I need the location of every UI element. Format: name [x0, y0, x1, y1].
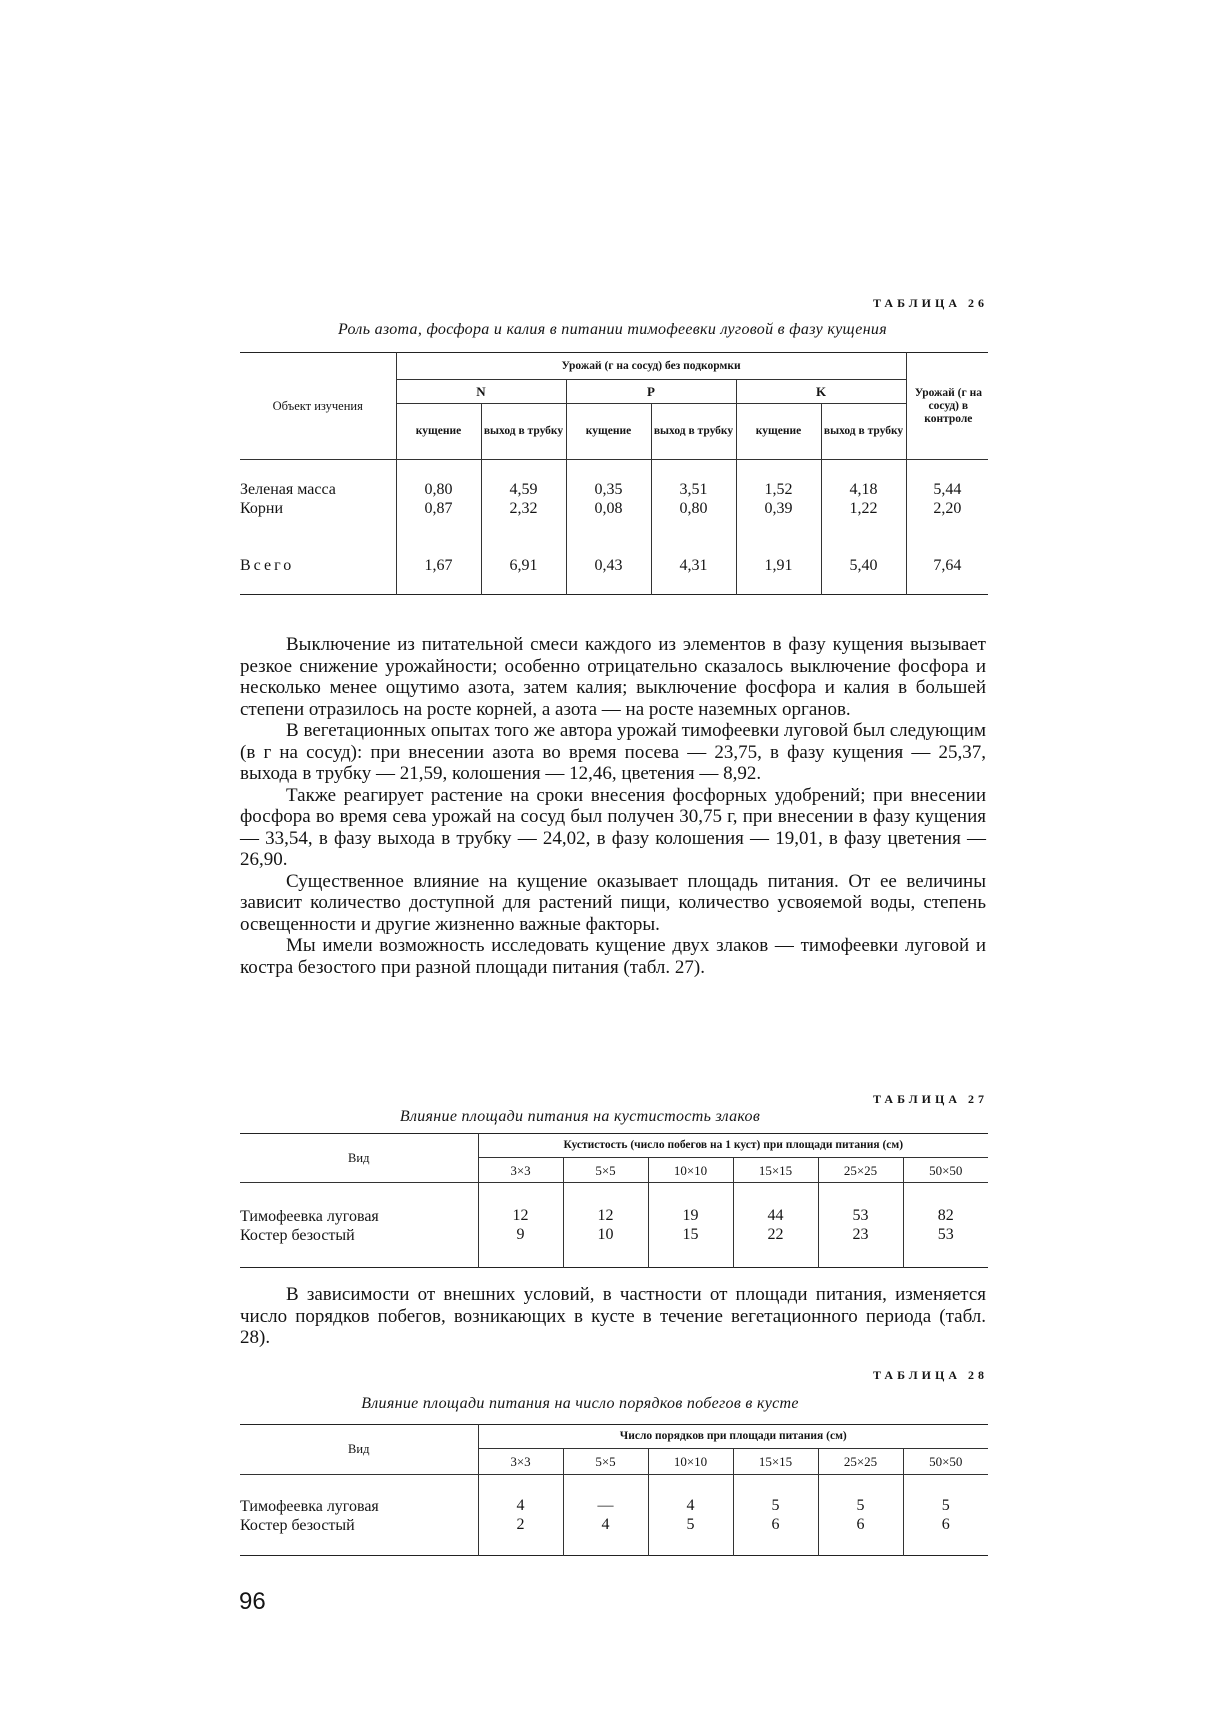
row-label-green-mass: Зеленая масса	[240, 481, 336, 498]
sub-header-booting: выход в трубку	[651, 404, 736, 460]
row-label-timothy: Тимофеевка луговая	[240, 1208, 379, 1225]
area-header: 15×15	[733, 1449, 818, 1475]
value-cell: 5	[941, 1497, 950, 1514]
element-k-header: K	[736, 380, 906, 404]
table-26-caption: Роль азота, фосфора и калия в питании тимофеевки луговой в фазу кущения	[338, 321, 887, 338]
body-text-2	[240, 1284, 986, 1349]
table-27	[240, 1133, 988, 1268]
value-cell: 4	[516, 1497, 525, 1514]
element-n-header: N	[396, 380, 566, 404]
cell-pair	[903, 1183, 988, 1268]
value-cell: 53	[937, 1226, 954, 1243]
paragraph: Также реагирует растение на сроки внесения фосфорных удобрений; при внесении фосфора во время сева урожай на сосуд был получен 30,75 г, при внесении в фазу кущения — 33,54, в фазу выхода в трубку — 24,02, в фазу колошения — 19,01, в фазу цветения — 26,90.	[240, 784, 986, 870]
control-header: Урожай (г на сосуд) в контроле	[906, 353, 988, 460]
cell-pair	[648, 1183, 733, 1268]
cell-pair	[818, 1475, 903, 1556]
cell-pair	[818, 1183, 903, 1268]
row-label-total: Всего	[240, 538, 396, 594]
area-header: 3×3	[478, 1158, 563, 1183]
page-number: 96	[239, 1588, 266, 1615]
total-cell: 1,67	[396, 538, 481, 594]
value-cell: 4	[601, 1516, 610, 1533]
value-cell: 2,20	[933, 500, 962, 517]
cell-pair	[651, 460, 736, 539]
cell-pair	[478, 1183, 563, 1268]
area-header: 5×5	[563, 1158, 648, 1183]
object-header: Объект изучения	[240, 353, 396, 460]
table-27-label: ТАБЛИЦА 27	[873, 1092, 988, 1106]
total-cell: 4,31	[651, 538, 736, 594]
value-cell: 4	[686, 1497, 695, 1514]
total-cell: 0,43	[566, 538, 651, 594]
value-cell: 0,80	[679, 500, 708, 517]
value-cell: 19	[682, 1207, 699, 1224]
cell-pair	[481, 460, 566, 539]
table-28-label: ТАБЛИЦА 28	[873, 1368, 988, 1382]
row-label-brome: Костер безостый	[240, 1227, 355, 1244]
total-cell: 6,91	[481, 538, 566, 594]
row-label-roots: Корни	[240, 500, 283, 517]
value-cell: 5	[856, 1497, 865, 1514]
value-cell: 5,44	[933, 481, 962, 498]
total-cell: 5,40	[821, 538, 906, 594]
body-text-1	[240, 634, 986, 978]
value-cell: 10	[597, 1226, 614, 1243]
paragraph: В вегетационных опытах того же автора урожай тимофеевки луговой был следующим (в г на сосуд): при внесении азота во время посева — 23,75, в фазу кущения — 25,37, выхода в трубку — 21,59, колошения — 12,46, цветения — 8,92.	[240, 720, 986, 784]
value-cell: 1,52	[764, 481, 793, 498]
value-cell: 0,87	[424, 500, 453, 517]
row-labels	[240, 460, 396, 539]
value-cell: 44	[767, 1207, 784, 1224]
value-cell: 1,22	[849, 500, 878, 517]
table-26	[240, 352, 988, 595]
table-27-caption: Влияние площади питания на кустистость злаков	[399, 1108, 761, 1125]
tillering-group-header: Кустистость (число побегов на 1 куст) при площади питания (см)	[478, 1134, 988, 1158]
cell-pair	[733, 1475, 818, 1556]
value-cell: 6	[941, 1516, 950, 1533]
area-header: 50×50	[903, 1158, 988, 1183]
value-cell: 2	[516, 1516, 525, 1533]
area-header: 50×50	[903, 1449, 988, 1475]
area-header: 25×25	[818, 1449, 903, 1475]
area-header: 3×3	[478, 1449, 563, 1475]
cell-pair	[566, 460, 651, 539]
total-cell: 1,91	[736, 538, 821, 594]
cell-pair	[563, 1183, 648, 1268]
value-cell: 5	[771, 1497, 780, 1514]
sub-header-tillering: кущение	[396, 404, 481, 460]
value-cell: 15	[682, 1226, 699, 1243]
row-label-brome: Костер безостый	[240, 1517, 355, 1534]
value-cell: 0,80	[424, 481, 453, 498]
area-header: 15×15	[733, 1158, 818, 1183]
paragraph: Существенное влияние на кущение оказывает площадь питания. От ее величины зависит количество доступной для растений пищи, количество усвояемой воды, степень освещенности и другие жизненно важные факторы.	[240, 870, 986, 935]
cell-pair	[736, 460, 821, 539]
cell-pair	[821, 460, 906, 539]
sub-header-tillering: кущение	[566, 404, 651, 460]
yield-group-header: Урожай (г на сосуд) без подкормки	[396, 353, 906, 380]
value-cell: 0,08	[594, 500, 623, 517]
cell-pair	[906, 460, 988, 539]
row-label-timothy: Тимофеевка луговая	[240, 1498, 379, 1515]
row-labels	[240, 1183, 478, 1268]
value-cell: 22	[767, 1226, 784, 1243]
table-28-caption: Влияние площади питания на число порядков побегов в кусте	[361, 1395, 799, 1412]
cell-pair	[648, 1475, 733, 1556]
sub-header-booting: выход в трубку	[821, 404, 906, 460]
value-cell: 0,39	[764, 500, 793, 517]
value-cell: 9	[516, 1226, 525, 1243]
order-group-header: Число порядков при площади питания (см)	[478, 1425, 988, 1449]
sub-header-booting: выход в трубку	[481, 404, 566, 460]
row-labels	[240, 1475, 478, 1556]
cell-pair	[563, 1475, 648, 1556]
cell-pair	[733, 1183, 818, 1268]
area-header: 25×25	[818, 1158, 903, 1183]
element-p-header: P	[566, 380, 736, 404]
table-28	[240, 1424, 988, 1556]
cell-pair	[396, 460, 481, 539]
value-cell: 6	[771, 1516, 780, 1533]
area-header: 5×5	[563, 1449, 648, 1475]
sub-header-tillering: кущение	[736, 404, 821, 460]
kind-header: Вид	[240, 1134, 478, 1183]
value-cell: 4,18	[849, 481, 878, 498]
area-header: 10×10	[648, 1158, 733, 1183]
paragraph: В зависимости от внешних условий, в частности от площади питания, изменяется число порядков побегов, возникающих в кусте в течение вегетационного периода (табл. 28).	[240, 1284, 986, 1348]
kind-header: Вид	[240, 1425, 478, 1475]
value-cell: 12	[597, 1207, 614, 1224]
table-26-label: ТАБЛИЦА 26	[873, 296, 988, 310]
total-cell: 7,64	[933, 557, 962, 575]
value-cell: 0,35	[594, 481, 623, 498]
value-cell: 4,59	[509, 481, 538, 498]
value-cell: 5	[686, 1516, 695, 1533]
paragraph: Мы имели возможность исследовать кущение двух злаков — тимофеевки луговой и костра безостого при разной площади питания (табл. 27).	[240, 935, 986, 978]
area-header: 10×10	[648, 1449, 733, 1475]
value-cell: 6	[856, 1516, 865, 1533]
value-cell: 23	[852, 1226, 869, 1243]
value-cell: —	[597, 1497, 614, 1514]
cell-pair	[903, 1475, 988, 1556]
value-cell: 2,32	[509, 500, 538, 517]
value-cell: 3,51	[679, 481, 708, 498]
cell-pair	[478, 1475, 563, 1556]
value-cell: 12	[512, 1207, 529, 1224]
paragraph: Выключение из питательной смеси каждого из элементов в фазу кущения вызывает резкое снижение урожайности; особенно отрицательно сказалось выключение фосфора и несколько менее ощутимо азота, затем калия; выключение фосфора и калия в большей степени отразилось на росте корней, а азота — на росте наземных органов.	[240, 634, 986, 720]
value-cell: 53	[852, 1207, 869, 1224]
value-cell: 82	[937, 1207, 954, 1224]
